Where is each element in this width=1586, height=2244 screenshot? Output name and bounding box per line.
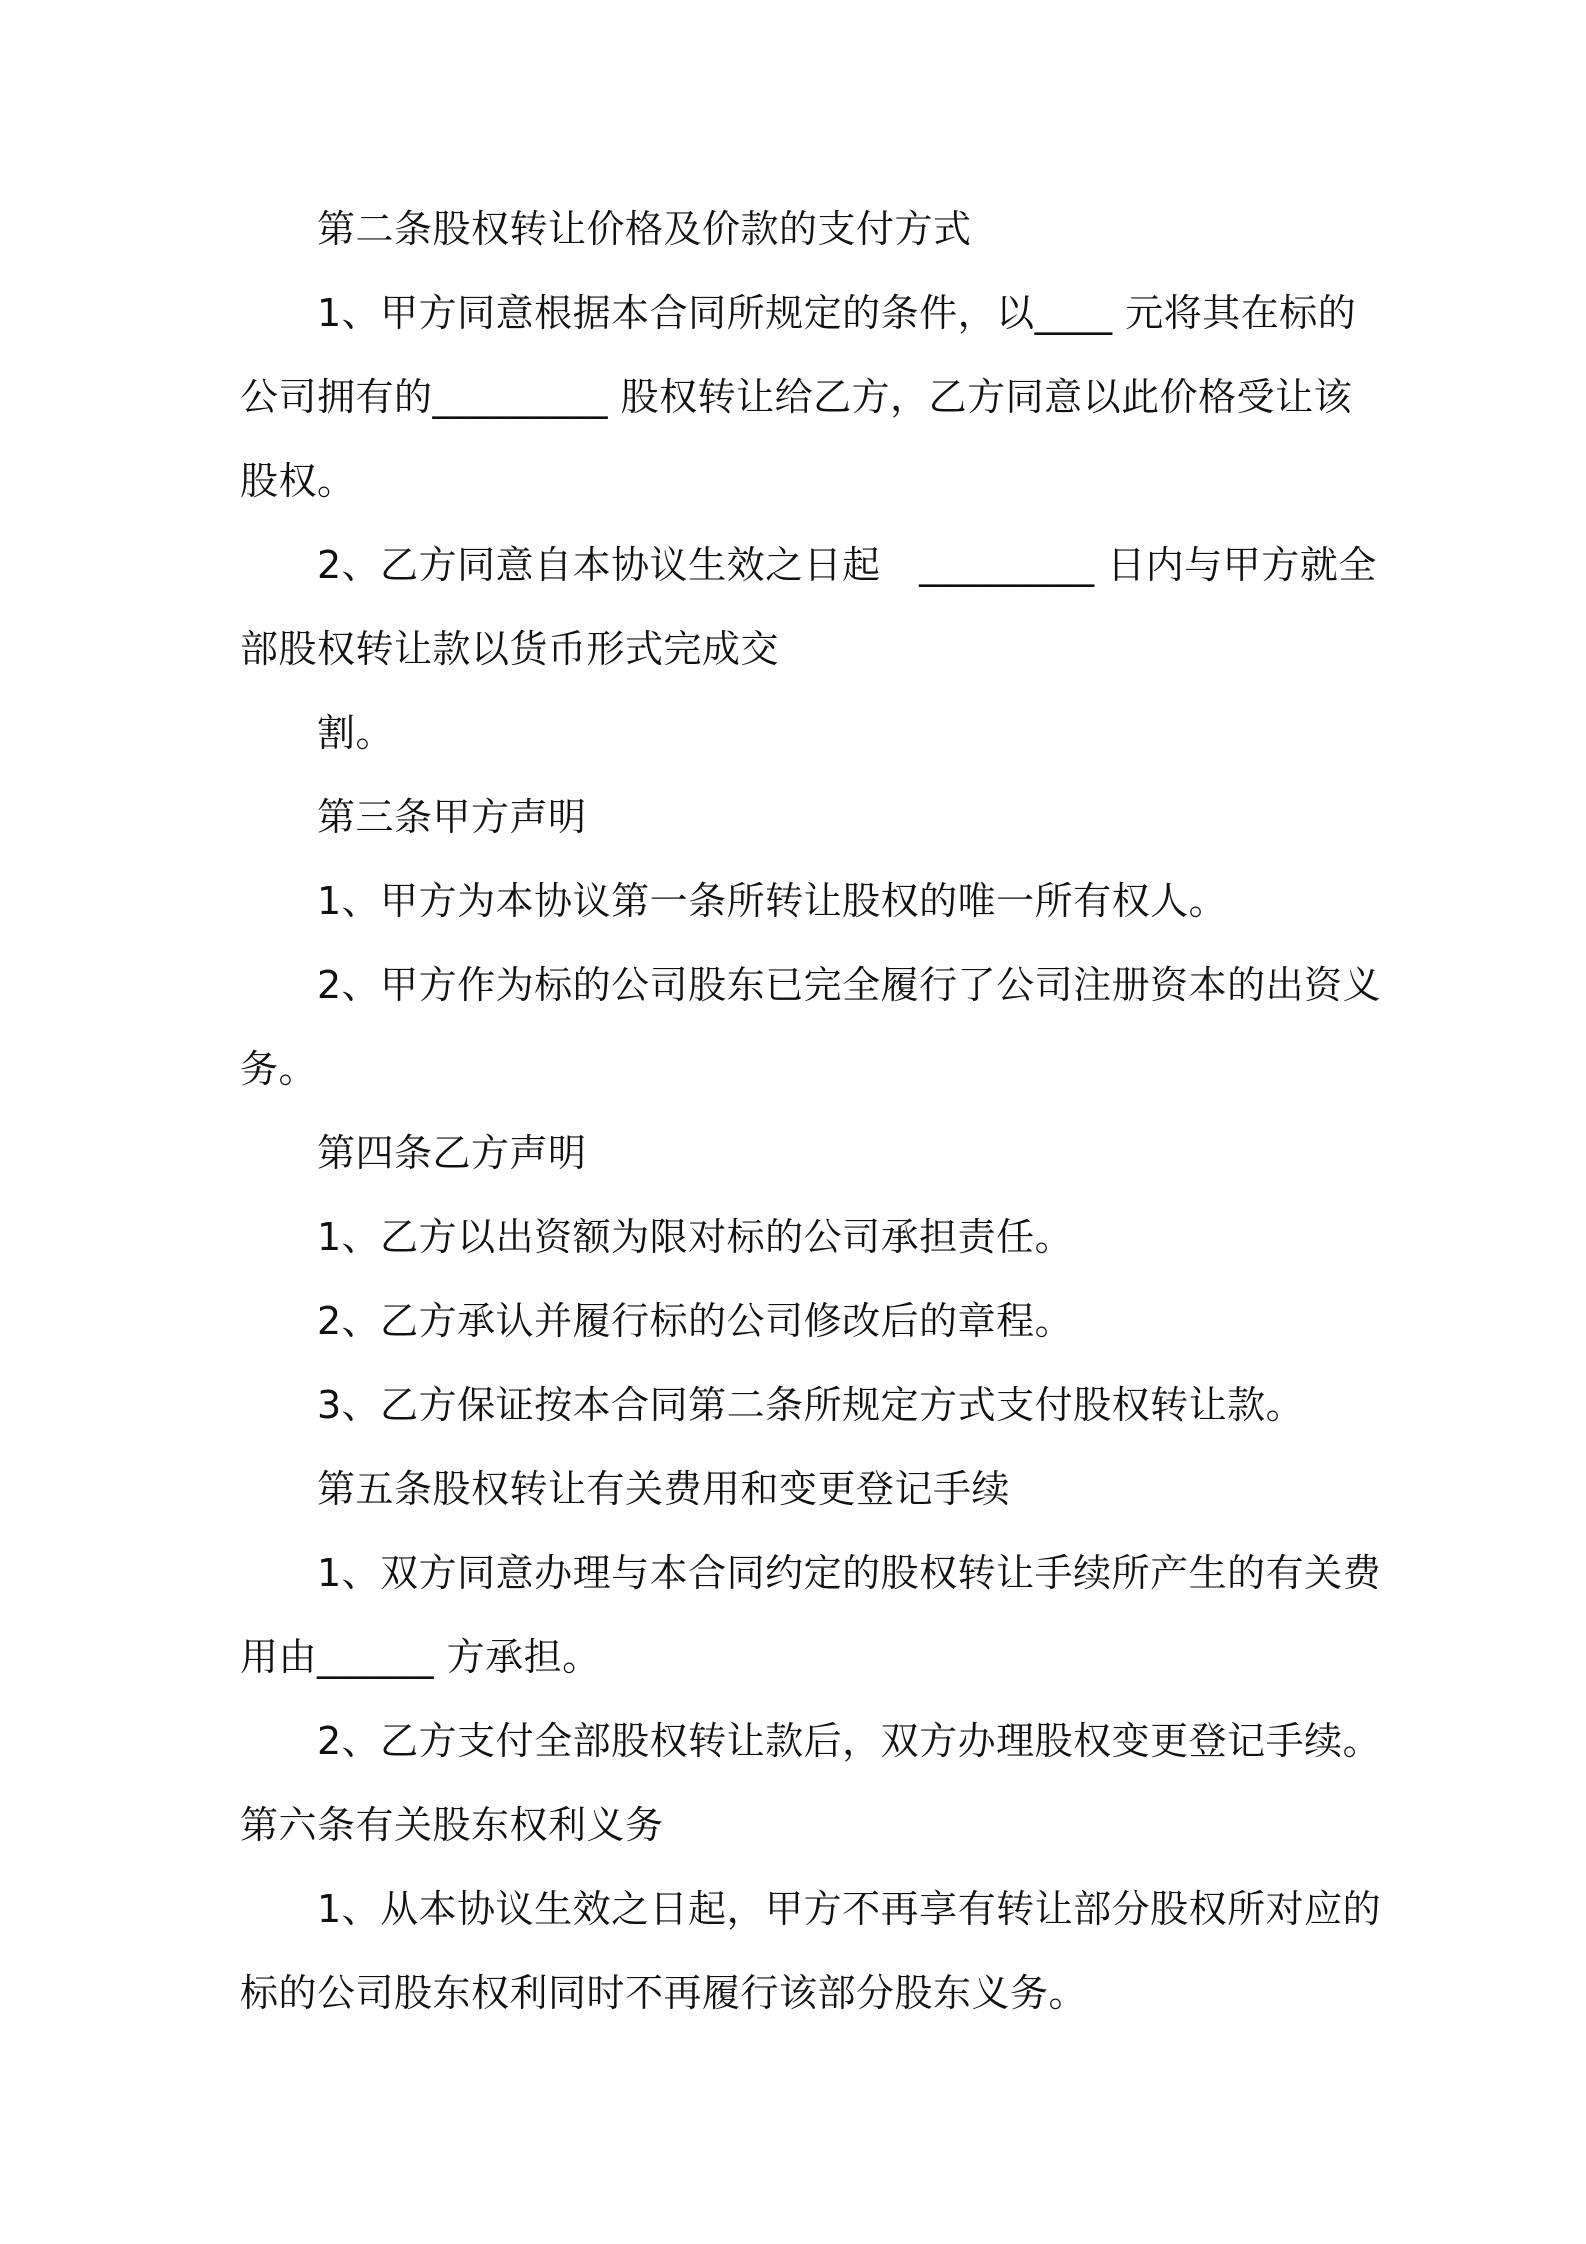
article-3-clause-2-line-2: 务。 xyxy=(240,1047,318,1091)
article-2-clause-2-line-1: 2、乙方同意自本协议生效之日起 _________ 日内与甲方就全 xyxy=(317,543,1377,587)
article-5-clause-1-line-2: 用由______ 方承担。 xyxy=(240,1635,601,1679)
article-2-clause-2-line-3: 割。 xyxy=(317,711,395,755)
article-2-clause-1-line-2: 公司拥有的_________ 股权转让给乙方，乙方同意以此价格受让该 xyxy=(240,375,1353,419)
article-2-clause-2-line-2: 部股权转让款以货币形式完成交 xyxy=(240,627,780,671)
article-4-clause-2: 2、乙方承认并履行标的公司修改后的章程。 xyxy=(317,1299,1074,1343)
article-6-clause-1-line-1: 1、从本协议生效之日起，甲方不再享有转让部分股权所对应的 xyxy=(317,1887,1382,1931)
article-2-clause-1-line-3: 股权。 xyxy=(240,459,356,503)
article-6-clause-1-line-2: 标的公司股东权利同时不再履行该部分股东义务。 xyxy=(240,1971,1088,2015)
article-4-clause-1: 1、乙方以出资额为限对标的公司承担责任。 xyxy=(317,1215,1074,1259)
article-4-heading: 第四条乙方声明 xyxy=(317,1131,587,1175)
article-3-clause-2-line-1: 2、甲方作为标的公司股东已完全履行了公司注册资本的出资义 xyxy=(317,963,1382,1007)
article-5-clause-1-line-1: 1、双方同意办理与本合同约定的股权转让手续所产生的有关费 xyxy=(317,1551,1382,1595)
article-2-heading: 第二条股权转让价格及价款的支付方式 xyxy=(317,207,972,251)
article-3-clause-1: 1、甲方为本协议第一条所转让股权的唯一所有权人。 xyxy=(317,879,1228,923)
article-6-heading: 第六条有关股东权利义务 xyxy=(240,1803,664,1847)
article-3-heading: 第三条甲方声明 xyxy=(317,795,587,839)
article-2-clause-1-line-1: 1、甲方同意根据本合同所规定的条件，以____ 元将其在标的 xyxy=(317,291,1357,335)
article-4-clause-3: 3、乙方保证按本合同第二条所规定方式支付股权转让款。 xyxy=(317,1383,1305,1427)
article-5-heading: 第五条股权转让有关费用和变更登记手续 xyxy=(317,1467,1011,1511)
article-5-clause-2: 2、乙方支付全部股权转让款后，双方办理股权变更登记手续。 xyxy=(317,1719,1382,1763)
